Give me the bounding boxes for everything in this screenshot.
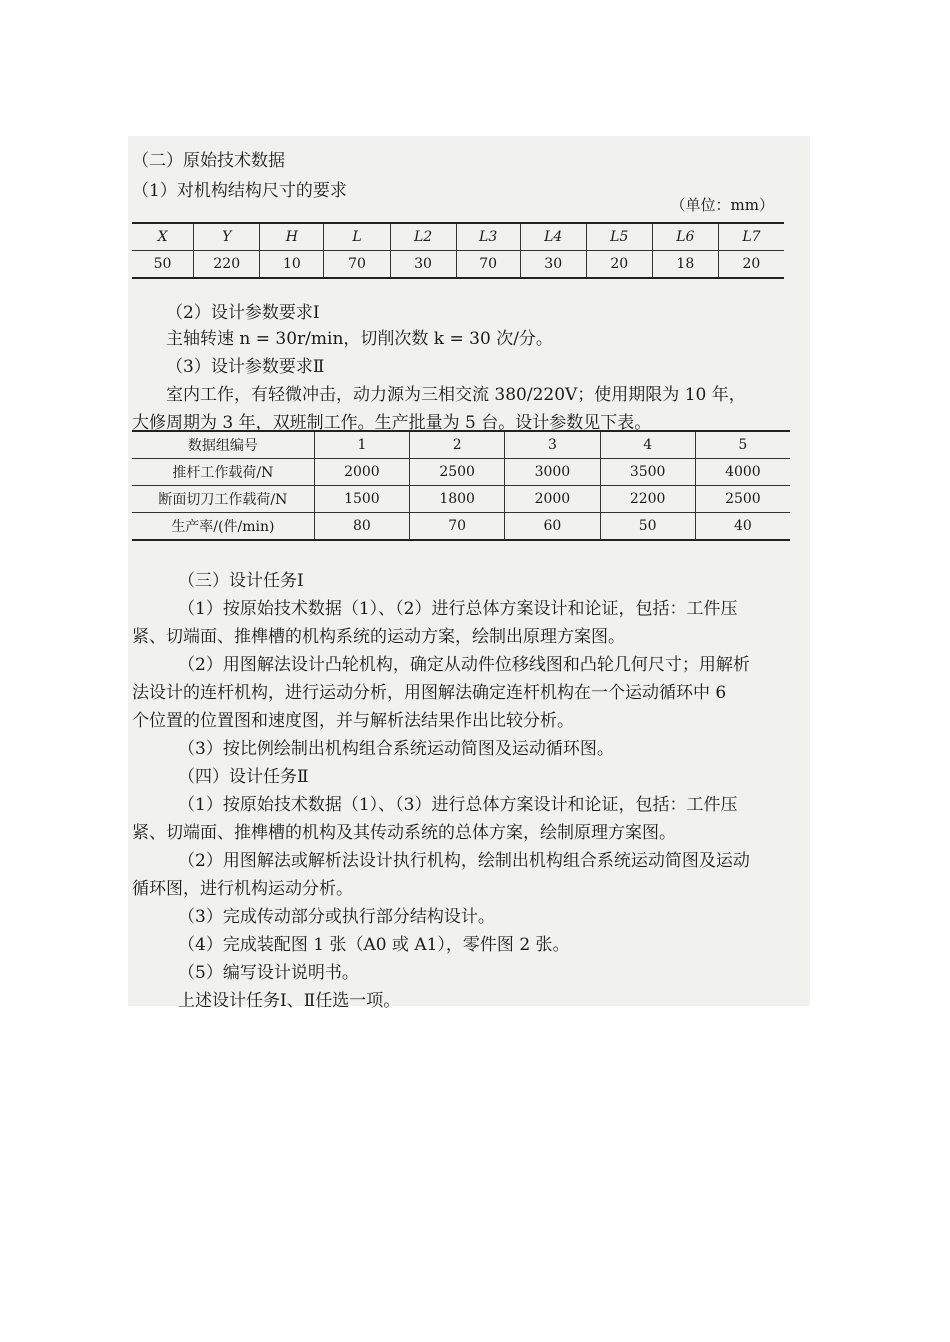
paragraph: （4）完成装配图 1 张（A0 或 A1），零件图 2 张。 (178, 935, 570, 955)
paragraph: 紧、切端面、推榫槽的机构及其传动系统的总体方案，绘制原理方案图。 (132, 823, 676, 843)
section-heading: （二）原始技术数据 (132, 151, 285, 171)
table-cell: 50 (600, 513, 695, 541)
paragraph: 法设计的连杆机构，进行运动分析，用图解法确定连杆机构在一个运动循环中 6 (132, 683, 727, 703)
paragraph: 循环图，进行机构运动分析。 (132, 879, 353, 899)
table-cell: 断面切刀工作载荷/N (132, 486, 314, 513)
parameter-table (132, 430, 790, 541)
table-row (132, 513, 790, 541)
table-header: L3 (456, 223, 520, 251)
table-header: L6 (652, 223, 718, 251)
table-cell: 4000 (695, 459, 790, 486)
table-row (132, 251, 784, 279)
paragraph: 主轴转速 n = 30r/min，切削次数 k = 30 次/分。 (166, 329, 553, 349)
paragraph: （3）完成传动部分或执行部分结构设计。 (178, 907, 495, 927)
table-header: 5 (695, 431, 790, 459)
table-cell: 10 (260, 251, 324, 279)
table-cell: 生产率/(件/min) (132, 513, 314, 541)
table-cell: 2200 (600, 486, 695, 513)
table-cell: 3500 (600, 459, 695, 486)
subheading: （2）设计参数要求Ⅰ (166, 303, 320, 323)
table-header: X (132, 223, 194, 251)
paragraph: （5）编写设计说明书。 (178, 963, 359, 983)
table-header: L7 (718, 223, 784, 251)
table-cell: 70 (410, 513, 505, 541)
table-cell: 70 (324, 251, 390, 279)
table-header: 1 (314, 431, 409, 459)
table-header: L5 (586, 223, 652, 251)
table-row (132, 486, 790, 513)
table-cell: 18 (652, 251, 718, 279)
table-cell: 2500 (410, 459, 505, 486)
paragraph: 大修周期为 3 年，双班制工作。生产批量为 5 台。设计参数见下表。 (132, 413, 652, 433)
table-cell: 20 (586, 251, 652, 279)
table-cell: 1500 (314, 486, 409, 513)
table-cell: 30 (390, 251, 456, 279)
table-cell: 50 (132, 251, 194, 279)
table-header: Y (194, 223, 260, 251)
paragraph: 紧、切端面、推榫槽的机构系统的运动方案，绘制出原理方案图。 (132, 627, 625, 647)
table-cell: 2000 (314, 459, 409, 486)
paragraph: （2）用图解法设计凸轮机构，确定从动件位移线图和凸轮几何尺寸；用解析 (178, 655, 750, 675)
paragraph: 室内工作，有轻微冲击，动力源为三相交流 380/220V；使用期限为 10 年， (166, 385, 746, 405)
table-row (132, 459, 790, 486)
table-header: L2 (390, 223, 456, 251)
paragraph: （3）按比例绘制出机构组合系统运动简图及运动循环图。 (178, 739, 614, 759)
table-header: 数据组编号 (132, 431, 314, 459)
table-cell: 80 (314, 513, 409, 541)
paragraph: 个位置的位置图和速度图，并与解析法结果作出比较分析。 (132, 711, 574, 731)
paragraph: 上述设计任务Ⅰ、Ⅱ任选一项。 (178, 991, 401, 1011)
table-cell: 3000 (505, 459, 600, 486)
table-cell: 2000 (505, 486, 600, 513)
table-header: 3 (505, 431, 600, 459)
paragraph: （1）按原始技术数据（1）、（2）进行总体方案设计和论证，包括：工件压 (178, 599, 738, 619)
section-heading: （三）设计任务Ⅰ (178, 571, 304, 591)
table-cell: 推杆工作载荷/N (132, 459, 314, 486)
table-cell: 60 (505, 513, 600, 541)
paragraph: （1）按原始技术数据（1）、（3）进行总体方案设计和论证，包括：工件压 (178, 795, 738, 815)
table-header: 2 (410, 431, 505, 459)
table-cell: 220 (194, 251, 260, 279)
table-cell: 30 (520, 251, 586, 279)
subheading: （1）对机构结构尺寸的要求 (132, 181, 347, 201)
table-cell: 2500 (695, 486, 790, 513)
section-heading: （四）设计任务Ⅱ (178, 767, 309, 787)
table-cell: 1800 (410, 486, 505, 513)
unit-label: （单位：mm） (670, 196, 774, 214)
table-header: L4 (520, 223, 586, 251)
subheading: （3）设计参数要求Ⅱ (166, 357, 325, 377)
table-header: H (260, 223, 324, 251)
table-cell: 40 (695, 513, 790, 541)
dimension-table (132, 222, 784, 279)
table-cell: 70 (456, 251, 520, 279)
table-header: 4 (600, 431, 695, 459)
table-header: L (324, 223, 390, 251)
paragraph: （2）用图解法或解析法设计执行机构，绘制出机构组合系统运动简图及运动 (178, 851, 750, 871)
table-cell: 20 (718, 251, 784, 279)
